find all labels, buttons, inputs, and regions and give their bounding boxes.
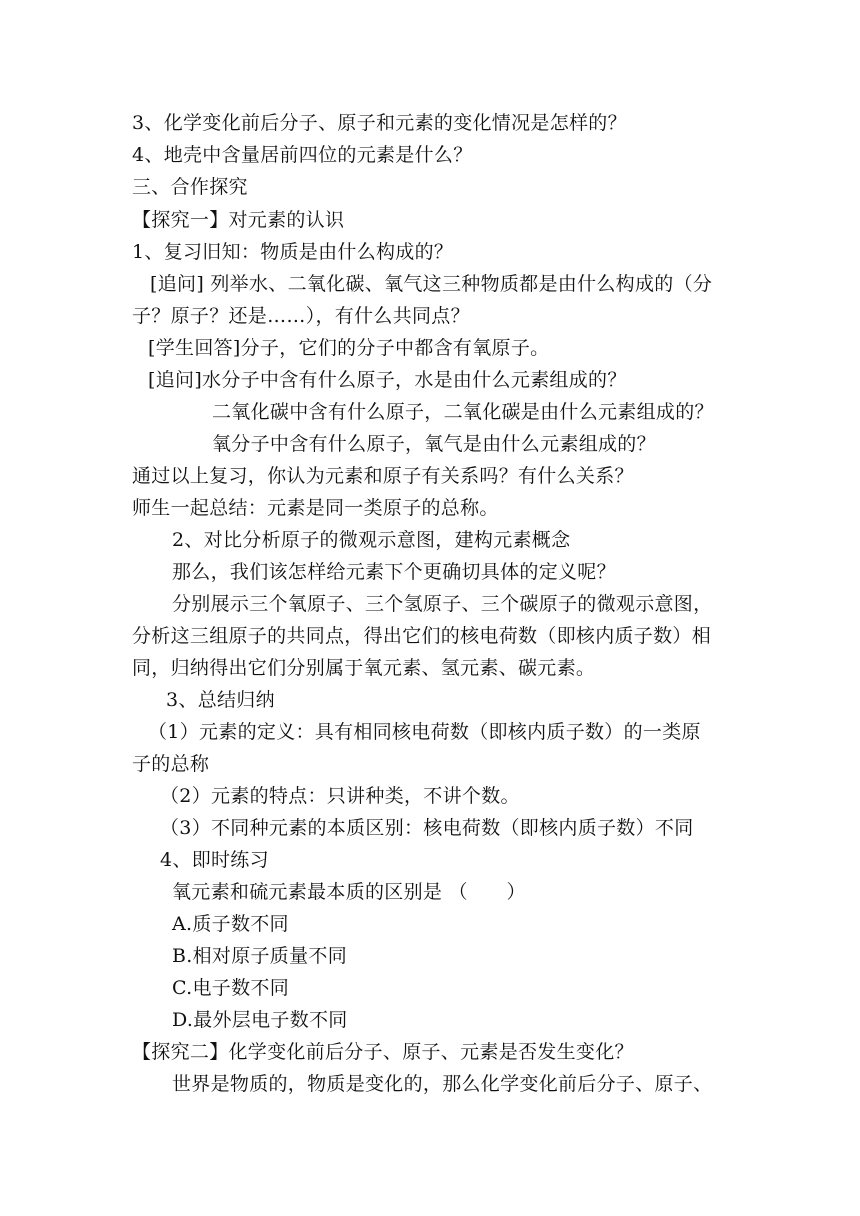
diagram-description-cont: 分析这三组原子的共同点，得出它们的核电荷数（即核内质子数）相 <box>132 625 712 647</box>
inquiry-one-heading: 【探究一】对元素的认识 <box>132 209 345 231</box>
student-answer: [学生回答]分子，它们的分子中都含有氧原子。 <box>148 337 550 359</box>
element-definition: （1）元素的定义：具有相同核电荷数（即核内质子数）的一类原 <box>148 721 701 743</box>
element-feature: （2）元素的特点：只讲种类，不讲个数。 <box>160 785 520 807</box>
summary-statement: 师生一起总结：元素是同一类原子的总称。 <box>132 497 499 519</box>
step-4-heading: 4、即时练习 <box>160 849 269 871</box>
follow-up-question-cont: 子？原子？还是……），有什么共同点？ <box>132 305 470 327</box>
option-c: C.电子数不同 <box>172 977 290 999</box>
element-difference: （3）不同种元素的本质区别：核电荷数（即核内质子数）不同 <box>160 817 694 839</box>
option-a: A.质子数不同 <box>172 913 289 935</box>
section-heading: 三、合作探究 <box>132 176 248 198</box>
follow-up-co2: 二氧化碳中含有什么原子，二氧化碳是由什么元素组成的？ <box>212 401 714 423</box>
question-3: 3、化学变化前后分子、原子和元素的变化情况是怎样的？ <box>132 112 627 134</box>
practice-question: 氧元素和硫元素最本质的区别是 （ ） <box>172 881 526 903</box>
inquiry-two-intro: 世界是物质的，物质是变化的，那么化学变化前后分子、原子、 <box>172 1073 713 1095</box>
step-2-heading: 2、对比分析原子的微观示意图，建构元素概念 <box>172 529 571 551</box>
diagram-description: 分别展示三个氧原子、三个氢原子、三个碳原子的微观示意图， <box>172 593 713 615</box>
diagram-conclusion: 同，归纳得出它们分别属于氧元素、氢元素、碳元素。 <box>132 657 596 679</box>
follow-up-water: [追问]水分子中含有什么原子，水是由什么元素组成的？ <box>148 369 627 391</box>
option-b: B.相对原子质量不同 <box>172 945 348 967</box>
step-3-heading: 3、总结归纳 <box>166 689 275 711</box>
option-d: D.最外层电子数不同 <box>172 1009 348 1031</box>
review-item: 1、复习旧知：物质是由什么构成的？ <box>132 241 454 263</box>
follow-up-question: [追问] 列举水、二氧化碳、氧气这三种物质都是由什么构成的（分 <box>150 273 713 295</box>
element-definition-cont: 子的总称 <box>132 753 210 775</box>
inquiry-two-heading: 【探究二】化学变化前后分子、原子、元素是否发生变化？ <box>132 1041 634 1063</box>
definition-prompt: 那么，我们该怎样给元素下个更确切具体的定义呢？ <box>172 561 616 583</box>
question-4: 4、地壳中含量居前四位的元素是什么？ <box>132 144 473 166</box>
review-reflection: 通过以上复习，你认为元素和原子有关系吗？有什么关系？ <box>132 465 634 487</box>
follow-up-oxygen: 氧分子中含有什么原子，氧气是由什么元素组成的？ <box>212 433 656 455</box>
